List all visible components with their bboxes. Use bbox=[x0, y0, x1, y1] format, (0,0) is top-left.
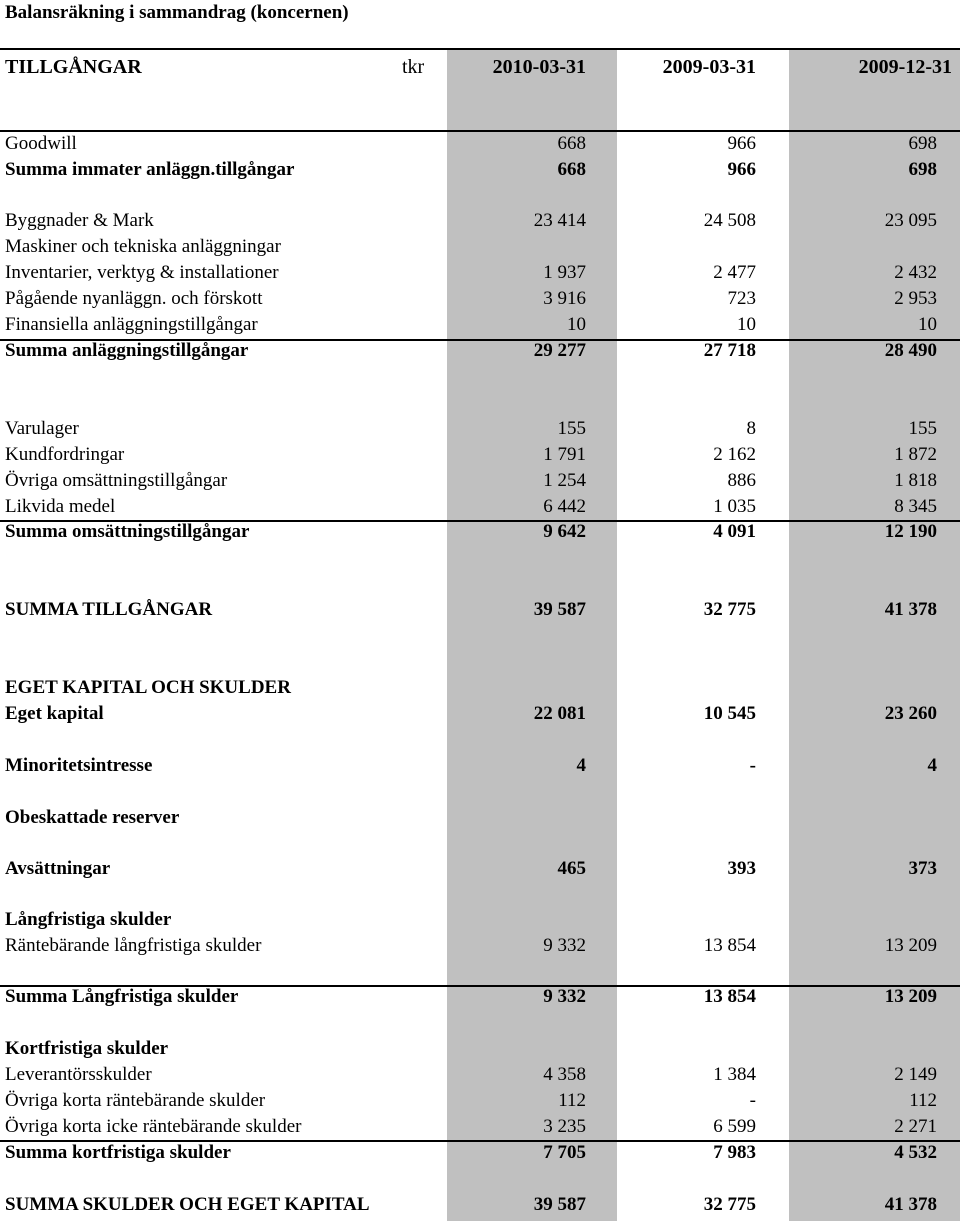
row-value: 393 bbox=[727, 858, 756, 879]
row-label: Övriga korta icke räntebärande skulder bbox=[5, 1116, 302, 1137]
row-label: Övriga omsättningstillgångar bbox=[5, 470, 228, 491]
row-value: 7 705 bbox=[543, 1142, 586, 1163]
unit-label: tkr bbox=[402, 56, 425, 78]
row-value: 9 332 bbox=[543, 986, 586, 1007]
row-value: 4 091 bbox=[713, 521, 756, 542]
row-value: 1 937 bbox=[543, 262, 586, 283]
row-label: SUMMA TILLGÅNGAR bbox=[5, 599, 213, 620]
row-value: 12 190 bbox=[884, 521, 937, 542]
section-heading-assets: TILLGÅNGAR bbox=[5, 56, 142, 78]
row-value: 1 035 bbox=[713, 496, 756, 517]
row-value: 13 854 bbox=[703, 935, 756, 956]
row-label: Långfristiga skulder bbox=[5, 909, 172, 930]
row-label: Finansiella anläggningstillgångar bbox=[5, 314, 258, 335]
row-value: 29 277 bbox=[533, 340, 586, 361]
row-value: 28 490 bbox=[884, 340, 937, 361]
row-value: 10 545 bbox=[703, 703, 756, 724]
row-value: 6 442 bbox=[543, 496, 586, 517]
row-value: 27 718 bbox=[703, 340, 756, 361]
column-date-3: 2009-12-31 bbox=[858, 56, 952, 78]
row-value: 723 bbox=[727, 288, 756, 309]
row-label: Eget kapital bbox=[5, 703, 104, 724]
row-value: 10 bbox=[918, 314, 937, 335]
row-value: 465 bbox=[557, 858, 586, 879]
row-value: 966 bbox=[727, 159, 756, 180]
row-value: 155 bbox=[557, 418, 586, 439]
row-value: 1 872 bbox=[894, 444, 937, 465]
row-label: Summa immater anläggn.tillgångar bbox=[5, 159, 295, 180]
column-date-1: 2010-03-31 bbox=[492, 56, 586, 78]
row-value: 23 260 bbox=[884, 703, 937, 724]
row-value: 8 345 bbox=[894, 496, 937, 517]
row-value: 2 953 bbox=[894, 288, 937, 309]
row-value: 13 209 bbox=[884, 986, 937, 1007]
row-value: 886 bbox=[727, 470, 756, 491]
column-date-2: 2009-03-31 bbox=[662, 56, 756, 78]
row-value: 13 854 bbox=[703, 986, 756, 1007]
row-value: 23 414 bbox=[533, 210, 586, 231]
row-value: 155 bbox=[908, 418, 937, 439]
row-value: 373 bbox=[908, 858, 937, 879]
row-label: Övriga korta räntebärande skulder bbox=[5, 1090, 266, 1111]
row-label: EGET KAPITAL OCH SKULDER bbox=[5, 677, 291, 698]
row-value: 2 149 bbox=[894, 1064, 937, 1085]
row-value: 2 162 bbox=[713, 444, 756, 465]
page-title: Balansräkning i sammandrag (koncernen) bbox=[5, 2, 349, 23]
row-label: Byggnader & Mark bbox=[5, 210, 154, 231]
row-label: Pågående nyanläggn. och förskott bbox=[5, 288, 263, 309]
row-label: Kortfristiga skulder bbox=[5, 1038, 169, 1059]
row-value: 6 599 bbox=[713, 1116, 756, 1137]
row-label: Leverantörsskulder bbox=[5, 1064, 152, 1085]
row-label: Summa Långfristiga skulder bbox=[5, 986, 239, 1007]
row-value: - bbox=[749, 755, 756, 776]
row-value: 10 bbox=[737, 314, 756, 335]
row-label: Summa omsättningstillgångar bbox=[5, 521, 250, 542]
row-value: 8 bbox=[746, 418, 756, 439]
row-label: Kundfordringar bbox=[5, 444, 125, 465]
row-label: SUMMA SKULDER OCH EGET KAPITAL bbox=[5, 1194, 370, 1215]
row-value: 1 818 bbox=[894, 470, 937, 491]
row-label: Likvida medel bbox=[5, 496, 116, 517]
row-value: 4 532 bbox=[894, 1142, 937, 1163]
row-value: 23 095 bbox=[884, 210, 937, 231]
row-value: 32 775 bbox=[703, 1194, 756, 1215]
row-label: Summa kortfristiga skulder bbox=[5, 1142, 231, 1163]
row-label: Varulager bbox=[5, 418, 79, 439]
row-value: 3 235 bbox=[543, 1116, 586, 1137]
row-label: Summa anläggningstillgångar bbox=[5, 340, 249, 361]
row-value: 39 587 bbox=[533, 1194, 586, 1215]
row-value: 966 bbox=[727, 133, 756, 154]
row-label: Minoritetsintresse bbox=[5, 755, 153, 776]
row-value: 9 332 bbox=[543, 935, 586, 956]
header-top-rule bbox=[0, 48, 960, 50]
row-value: 7 983 bbox=[713, 1142, 756, 1163]
row-value: 698 bbox=[908, 159, 937, 180]
row-value: 1 384 bbox=[713, 1064, 756, 1085]
row-value: 9 642 bbox=[543, 521, 586, 542]
row-label: Avsättningar bbox=[5, 858, 111, 879]
row-label: Räntebärande långfristiga skulder bbox=[5, 935, 262, 956]
row-value: 22 081 bbox=[533, 703, 586, 724]
row-value: 4 bbox=[927, 755, 937, 776]
row-value: 112 bbox=[558, 1090, 586, 1111]
row-value: 698 bbox=[908, 133, 937, 154]
row-value: 2 271 bbox=[894, 1116, 937, 1137]
row-value: 32 775 bbox=[703, 599, 756, 620]
row-value: 3 916 bbox=[543, 288, 586, 309]
row-label: Inventarier, verktyg & installationer bbox=[5, 262, 279, 283]
row-value: 1 254 bbox=[543, 470, 586, 491]
row-value: 4 358 bbox=[543, 1064, 586, 1085]
row-value: 41 378 bbox=[884, 599, 937, 620]
row-value: 1 791 bbox=[543, 444, 586, 465]
row-value: 112 bbox=[909, 1090, 937, 1111]
row-value: 2 432 bbox=[894, 262, 937, 283]
row-label: Goodwill bbox=[5, 133, 77, 154]
row-value: 39 587 bbox=[533, 599, 586, 620]
row-value: 2 477 bbox=[713, 262, 756, 283]
row-value: 13 209 bbox=[884, 935, 937, 956]
row-value: - bbox=[749, 1090, 756, 1111]
row-value: 41 378 bbox=[884, 1194, 937, 1215]
row-label: Obeskattade reserver bbox=[5, 807, 180, 828]
row-value: 668 bbox=[557, 133, 586, 154]
row-value: 668 bbox=[557, 159, 586, 180]
row-value: 10 bbox=[567, 314, 586, 335]
row-value: 24 508 bbox=[703, 210, 756, 231]
row-value: 4 bbox=[576, 755, 586, 776]
row-label: Maskiner och tekniska anläggningar bbox=[5, 236, 281, 257]
